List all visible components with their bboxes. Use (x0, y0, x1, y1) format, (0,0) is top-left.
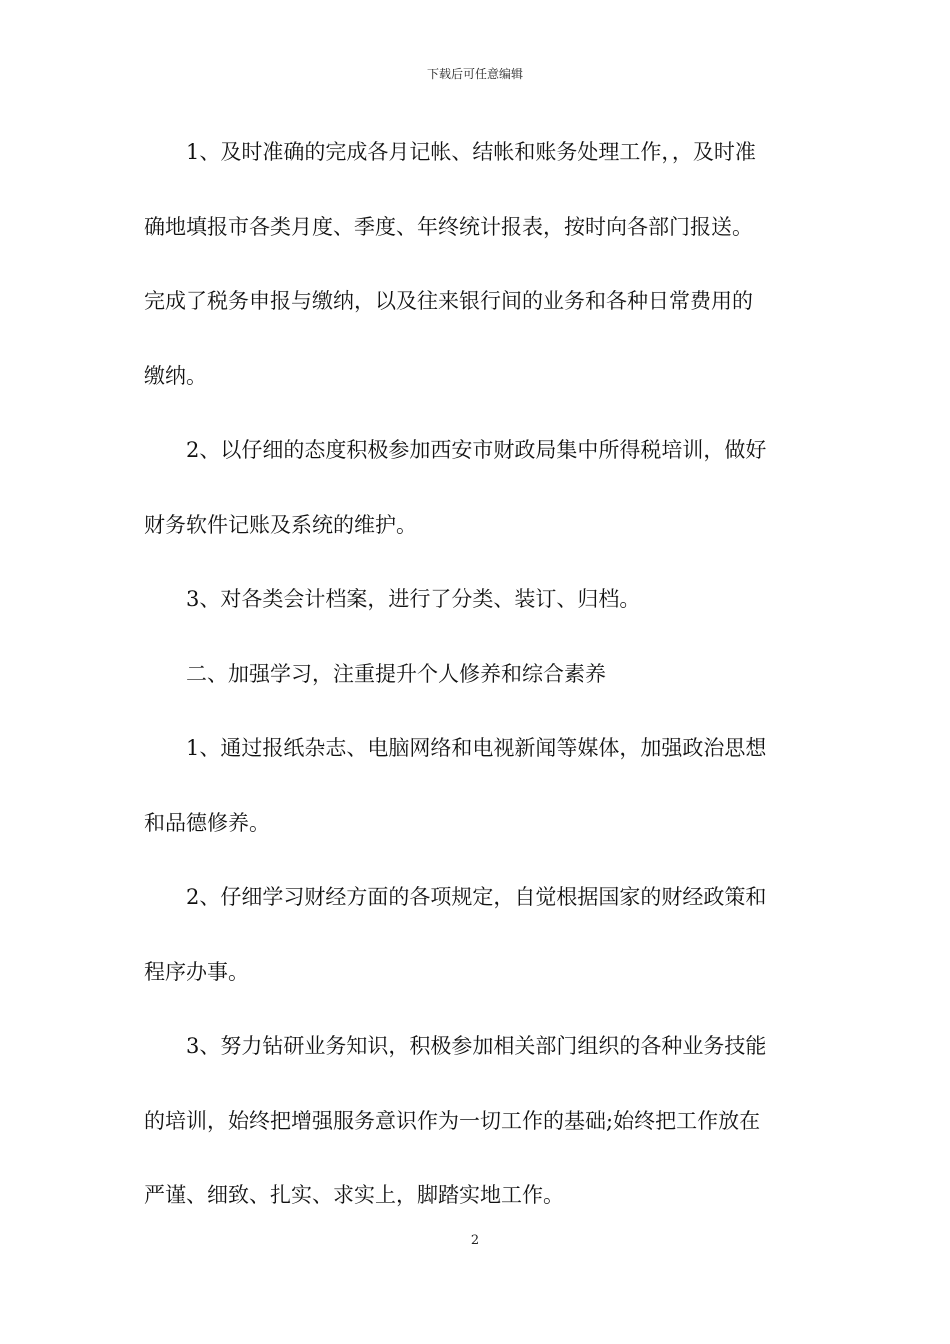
page-header: 下载后可任意编辑 (426, 67, 523, 81)
text-line: 财务软件记账及系统的维护。 (144, 512, 417, 537)
text-line: 缴纳。 (144, 363, 207, 388)
text-line: 1、及时准确的完成各月记帐、结帐和账务处理工作，，及时准 (186, 140, 756, 164)
section-heading: 二、加强学习，注重提升个人修养和综合素养 (186, 661, 606, 686)
text-line: 3、努力钻研业务知识，积极参加相关部门组织的各种业务技能 (186, 1034, 767, 1058)
text-line: 3、对各类会计档案，进行了分类、装订、归档。 (186, 587, 641, 611)
text-line: 程序办事。 (144, 959, 249, 984)
text-line: 2、仔细学习财经方面的各项规定，自觉根据国家的财经政策和 (186, 885, 767, 909)
page-number: 2 (470, 1233, 480, 1248)
text-line: 和品德修养。 (144, 810, 270, 835)
text-line: 完成了税务申报与缴纳，以及往来银行间的业务和各种日常费用的 (144, 289, 753, 313)
text-line: 1、通过报纸杂志、电脑网络和电视新闻等媒体，加强政治思想 (186, 736, 767, 760)
text-line: 严谨、细致、扎实、求实上，脚踏实地工作。 (144, 1183, 564, 1207)
text-line: 确地填报市各类月度、季度、年终统计报表，按时向各部门报送。 (144, 214, 753, 239)
text-line: 2、以仔细的态度积极参加西安市财政局集中所得税培训，做好 (186, 438, 767, 462)
text-line: 的培训，始终把增强服务意识作为一切工作的基础;始终把工作放在 (144, 1108, 761, 1133)
document-body (144, 128, 808, 1246)
